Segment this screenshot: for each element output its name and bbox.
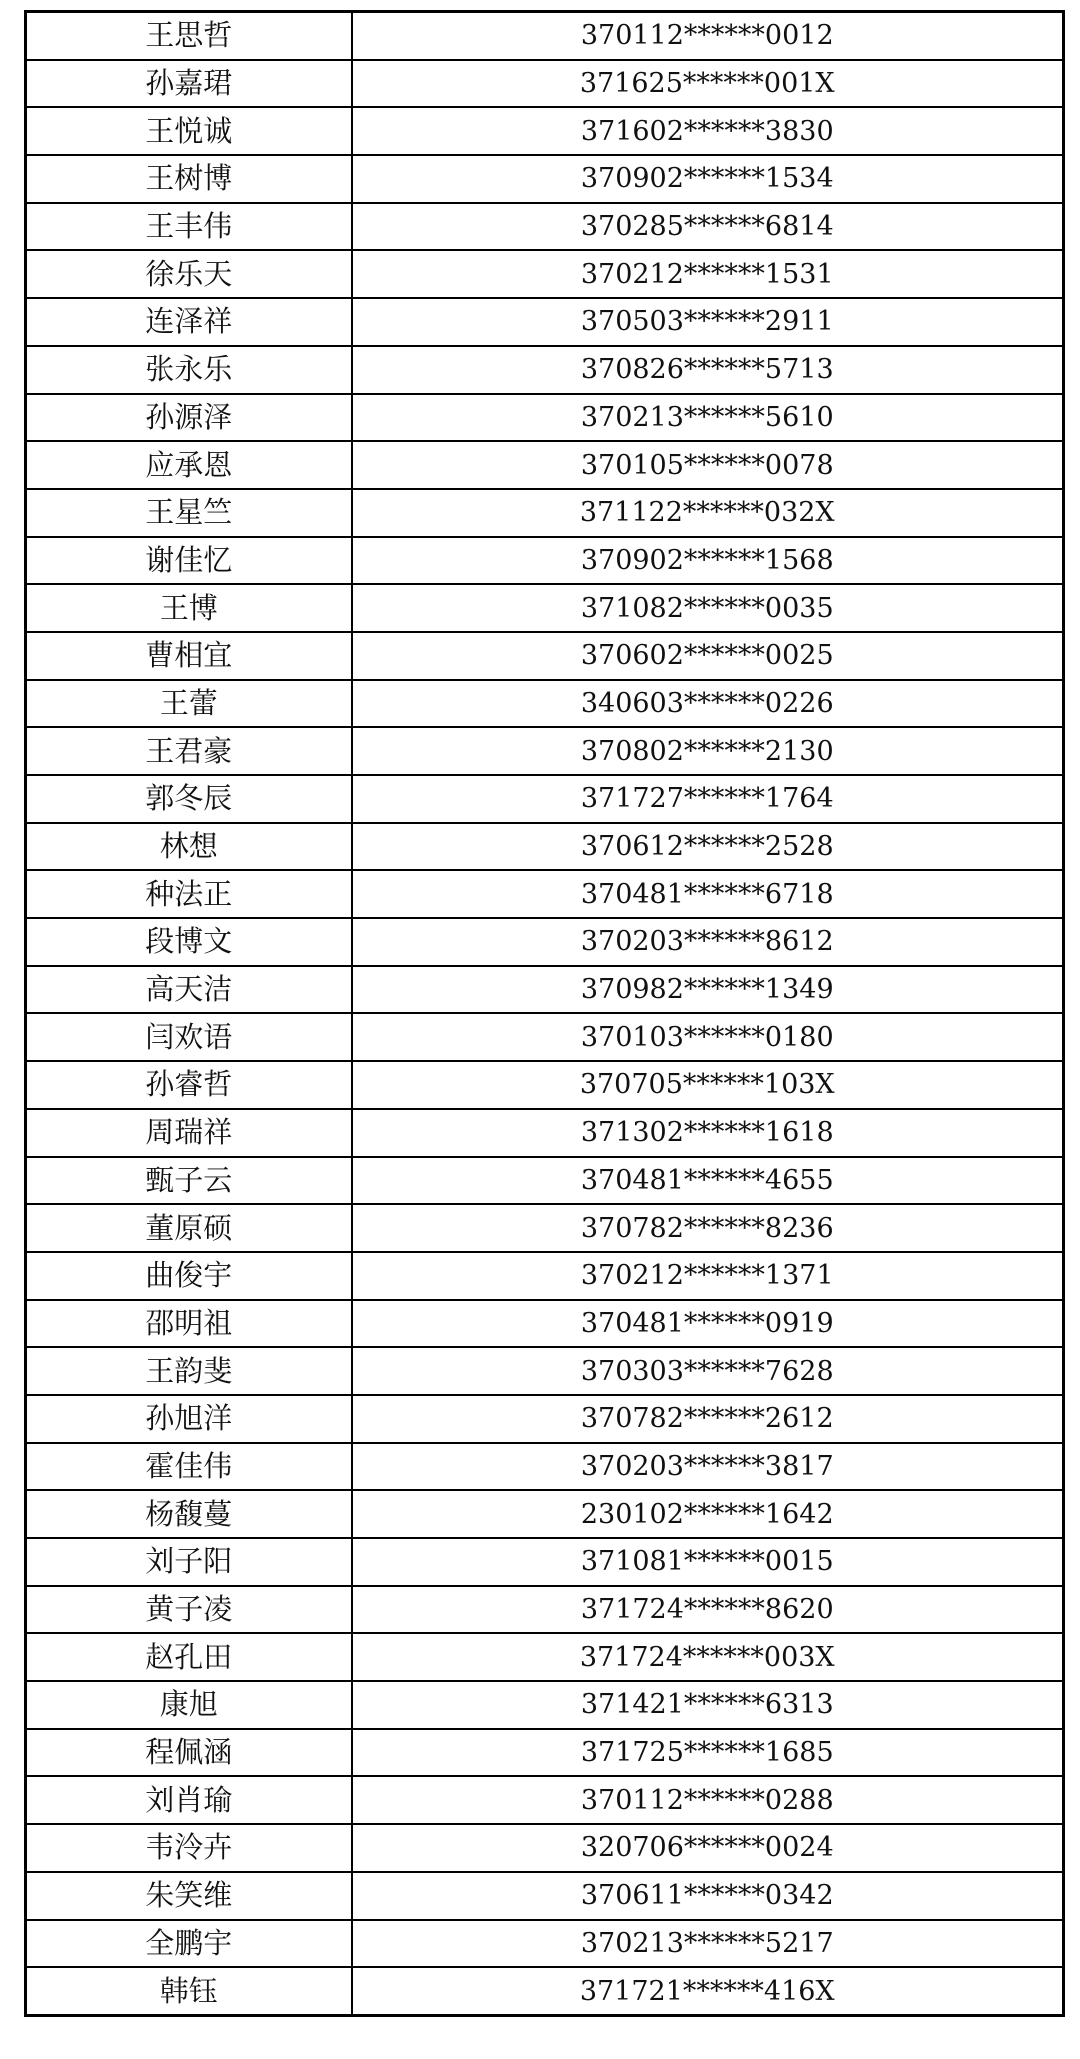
name-cell: 曲俊宇 <box>26 1252 352 1300</box>
name-cell: 王蕾 <box>26 680 352 728</box>
id-number-cell: 370982******1349 <box>352 966 1064 1014</box>
table-row <box>26 680 1064 728</box>
id-number-cell: 371122******032X <box>352 489 1064 537</box>
table-row <box>26 298 1064 346</box>
id-number-cell: 370481******4655 <box>352 1157 1064 1205</box>
name-cell: 韦泠卉 <box>26 1824 352 1872</box>
id-number-cell: 370203******3817 <box>352 1443 1064 1491</box>
id-number-cell: 371725******1685 <box>352 1729 1064 1777</box>
name-cell: 孙旭洋 <box>26 1395 352 1443</box>
table-row <box>26 966 1064 1014</box>
table-row <box>26 1252 1064 1300</box>
name-cell: 赵孔田 <box>26 1633 352 1681</box>
id-number-cell: 370213******5610 <box>352 394 1064 442</box>
roster-table <box>24 10 1065 2017</box>
id-number-cell: 370802******2130 <box>352 727 1064 775</box>
table-row <box>26 1395 1064 1443</box>
name-cell: 王思哲 <box>26 12 352 60</box>
name-cell: 闫欢语 <box>26 1013 352 1061</box>
id-number-cell: 371625******001X <box>352 60 1064 108</box>
id-number-cell: 370782******8236 <box>352 1204 1064 1252</box>
name-cell: 王星竺 <box>26 489 352 537</box>
name-cell: 董原硕 <box>26 1204 352 1252</box>
id-number-cell: 371727******1764 <box>352 775 1064 823</box>
table-row <box>26 1586 1064 1634</box>
table-row <box>26 12 1064 60</box>
table-row <box>26 1300 1064 1348</box>
id-number-cell: 370481******6718 <box>352 870 1064 918</box>
id-number-cell: 370285******6814 <box>352 203 1064 251</box>
table-row <box>26 823 1064 871</box>
id-number-cell: 371724******8620 <box>352 1586 1064 1634</box>
name-cell: 甄子云 <box>26 1157 352 1205</box>
id-number-cell: 320706******0024 <box>352 1824 1064 1872</box>
name-cell: 段博文 <box>26 918 352 966</box>
name-cell: 孙睿哲 <box>26 1061 352 1109</box>
table-row <box>26 1347 1064 1395</box>
id-number-cell: 371082******0035 <box>352 584 1064 632</box>
name-cell: 霍佳伟 <box>26 1443 352 1491</box>
id-number-cell: 370303******7628 <box>352 1347 1064 1395</box>
name-cell: 郭冬辰 <box>26 775 352 823</box>
id-number-cell: 370112******0288 <box>352 1776 1064 1824</box>
id-number-cell: 370611******0342 <box>352 1872 1064 1920</box>
id-number-cell: 370213******5217 <box>352 1920 1064 1968</box>
table-row <box>26 1443 1064 1491</box>
name-cell: 邵明祖 <box>26 1300 352 1348</box>
table-row <box>26 346 1064 394</box>
id-number-cell: 370902******1534 <box>352 155 1064 203</box>
id-number-cell: 230102******1642 <box>352 1490 1064 1538</box>
table-row <box>26 441 1064 489</box>
name-cell: 王悦诚 <box>26 107 352 155</box>
name-cell: 连泽祥 <box>26 298 352 346</box>
table-row <box>26 1872 1064 1920</box>
name-cell: 张永乐 <box>26 346 352 394</box>
name-cell: 王君豪 <box>26 727 352 775</box>
id-number-cell: 370826******5713 <box>352 346 1064 394</box>
table-row <box>26 1157 1064 1205</box>
table-row <box>26 1204 1064 1252</box>
id-number-cell: 370203******8612 <box>352 918 1064 966</box>
table-row <box>26 394 1064 442</box>
name-cell: 杨馥蔓 <box>26 1490 352 1538</box>
name-cell: 谢佳忆 <box>26 537 352 585</box>
name-cell: 刘子阳 <box>26 1538 352 1586</box>
table-row <box>26 60 1064 108</box>
name-cell: 朱笑维 <box>26 1872 352 1920</box>
id-number-cell: 370902******1568 <box>352 537 1064 585</box>
roster-table-body <box>26 12 1064 2016</box>
id-number-cell: 370481******0919 <box>352 1300 1064 1348</box>
table-row <box>26 1061 1064 1109</box>
table-row <box>26 1729 1064 1777</box>
name-cell: 全鹏宇 <box>26 1920 352 1968</box>
name-cell: 孙源泽 <box>26 394 352 442</box>
name-cell: 徐乐天 <box>26 250 352 298</box>
table-row <box>26 1633 1064 1681</box>
table-row <box>26 203 1064 251</box>
name-cell: 韩钰 <box>26 1967 352 2015</box>
name-cell: 王丰伟 <box>26 203 352 251</box>
table-row <box>26 918 1064 966</box>
name-cell: 黄子凌 <box>26 1586 352 1634</box>
name-cell: 高天洁 <box>26 966 352 1014</box>
id-number-cell: 370503******2911 <box>352 298 1064 346</box>
name-cell: 林想 <box>26 823 352 871</box>
name-cell: 康旭 <box>26 1681 352 1729</box>
table-row <box>26 155 1064 203</box>
table-row <box>26 537 1064 585</box>
id-number-cell: 370212******1371 <box>352 1252 1064 1300</box>
id-number-cell: 371724******003X <box>352 1633 1064 1681</box>
table-row <box>26 1013 1064 1061</box>
id-number-cell: 371421******6313 <box>352 1681 1064 1729</box>
name-cell: 周瑞祥 <box>26 1109 352 1157</box>
roster-sheet <box>24 10 1062 2017</box>
name-cell: 曹相宜 <box>26 632 352 680</box>
id-number-cell: 371602******3830 <box>352 107 1064 155</box>
id-number-cell: 340603******0226 <box>352 680 1064 728</box>
id-number-cell: 370112******0012 <box>352 12 1064 60</box>
id-number-cell: 370602******0025 <box>352 632 1064 680</box>
name-cell: 王韵斐 <box>26 1347 352 1395</box>
id-number-cell: 371721******416X <box>352 1967 1064 2015</box>
id-number-cell: 370212******1531 <box>352 250 1064 298</box>
name-cell: 种法正 <box>26 870 352 918</box>
name-cell: 孙嘉珺 <box>26 60 352 108</box>
table-row <box>26 775 1064 823</box>
id-number-cell: 371302******1618 <box>352 1109 1064 1157</box>
table-row <box>26 1490 1064 1538</box>
table-row <box>26 489 1064 537</box>
name-cell: 程佩涵 <box>26 1729 352 1777</box>
table-row <box>26 727 1064 775</box>
table-row <box>26 1824 1064 1872</box>
id-number-cell: 370103******0180 <box>352 1013 1064 1061</box>
id-number-cell: 371081******0015 <box>352 1538 1064 1586</box>
table-row <box>26 1681 1064 1729</box>
name-cell: 王博 <box>26 584 352 632</box>
name-cell: 刘肖瑜 <box>26 1776 352 1824</box>
table-row <box>26 584 1064 632</box>
id-number-cell: 370612******2528 <box>352 823 1064 871</box>
table-row <box>26 1967 1064 2015</box>
table-row <box>26 1920 1064 1968</box>
id-number-cell: 370705******103X <box>352 1061 1064 1109</box>
table-row <box>26 632 1064 680</box>
id-number-cell: 370782******2612 <box>352 1395 1064 1443</box>
name-cell: 应承恩 <box>26 441 352 489</box>
table-row <box>26 107 1064 155</box>
table-row <box>26 250 1064 298</box>
table-row <box>26 1109 1064 1157</box>
table-row <box>26 1776 1064 1824</box>
name-cell: 王树博 <box>26 155 352 203</box>
id-number-cell: 370105******0078 <box>352 441 1064 489</box>
table-row <box>26 1538 1064 1586</box>
table-row <box>26 870 1064 918</box>
